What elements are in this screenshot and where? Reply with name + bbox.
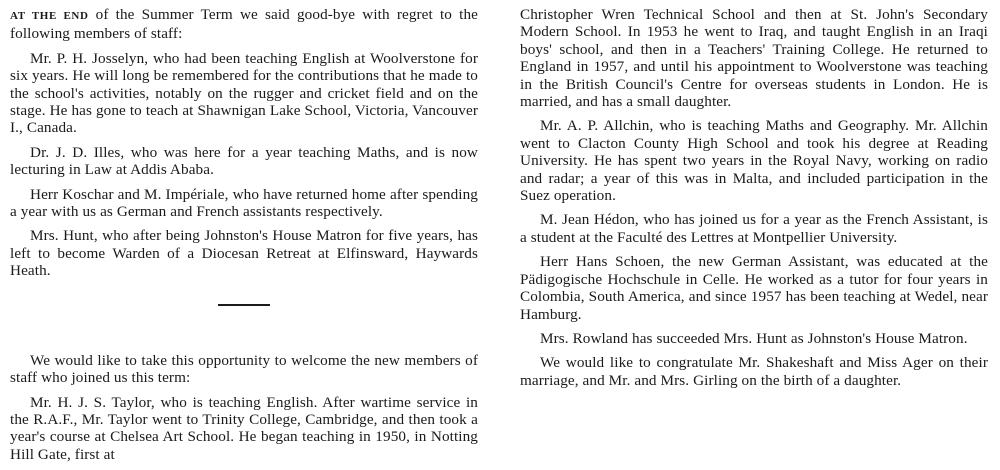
paragraph-josselyn: Mr. P. H. Josselyn, who had been teaching English at Woolverstone for six years. He will long be remembered for the contributions that he made to the school's activities, notably on the rugger and cricket field and on the stage. He has gone to teach at Shawnigan Lake School, Victoria, Vancouver I., Canada. xyxy=(10,49,478,137)
paragraph-allchin: Mr. A. P. Allchin, who is teaching Maths and Geography. Mr. Allchin went to Clacton County High School and took his degree at Reading University. He has spent two years in the Royal Navy, working on radio and radar; a year of this was in Malta, and included participation in the Suez operation. xyxy=(520,117,988,205)
section-divider xyxy=(218,304,270,306)
left-column xyxy=(10,6,478,470)
paragraph-hedon: M. Jean Hédon, who has joined us for a year as the French Assistant, is a student at the Faculté des Lettres at Montpellier University. xyxy=(520,211,988,246)
paragraph-schoen: Herr Hans Schoen, the new German Assistant, was educated at the Pädigogische Hochschule in Celle. He worked as a tutor for four years in Colombia, South America, and since 1957 has been teaching at Wedel, near Hamburg. xyxy=(520,253,988,323)
paragraph-congratulations: We would like to congratulate Mr. Shakeshaft and Miss Ager on their marriage, and Mr. and Mrs. Girling on the birth of a daughter. xyxy=(520,354,988,389)
paragraph-taylor-continued: Christopher Wren Technical School and then at St. John's Secondary Modern School. In 1953 he went to Iraq, and taught English in an Iraqi boys' school, and then in a Teachers' Training College. He returned to England in 1957, and until his appointment to Woolverstone was teaching in the British Council's Centre for overseas students in London. He is married, and has a small daughter. xyxy=(520,6,988,111)
paragraph-rowland: Mrs. Rowland has succeeded Mrs. Hunt as Johnston's House Matron. xyxy=(540,329,968,347)
intro-paragraph xyxy=(10,6,478,43)
intro-text: of the Summer Term we said good-bye with regret to the following members of staff: xyxy=(10,6,478,43)
paragraph-welcome: We would like to take this opportunity to welcome the new members of staff who joined us this term: xyxy=(10,351,478,387)
intro-lead: AT THE END xyxy=(10,10,89,22)
right-column xyxy=(520,6,988,396)
paragraph-hunt: Mrs. Hunt, who after being Johnston's House Matron for five years, has left to become Warden of a Diocesan Retreat at Elfinsward, Haywards Heath. xyxy=(10,227,478,280)
paragraph-illes: Dr. J. D. Illes, who was here for a year teaching Maths, and is now lecturing in Law at Addis Ababa. xyxy=(10,143,478,179)
paragraph-koschar: Herr Koschar and M. Impériale, who have returned home after spending a year with us as German and French assistants respectively. xyxy=(10,185,478,221)
paragraph-taylor: Mr. H. J. S. Taylor, who is teaching English. After wartime service in the R.A.F., Mr. Taylor went to Trinity College, Cambridge, and then took a year's course at Chelsea Art School. He began teaching in 1950, in Notting Hill Gate, first at xyxy=(10,393,478,463)
